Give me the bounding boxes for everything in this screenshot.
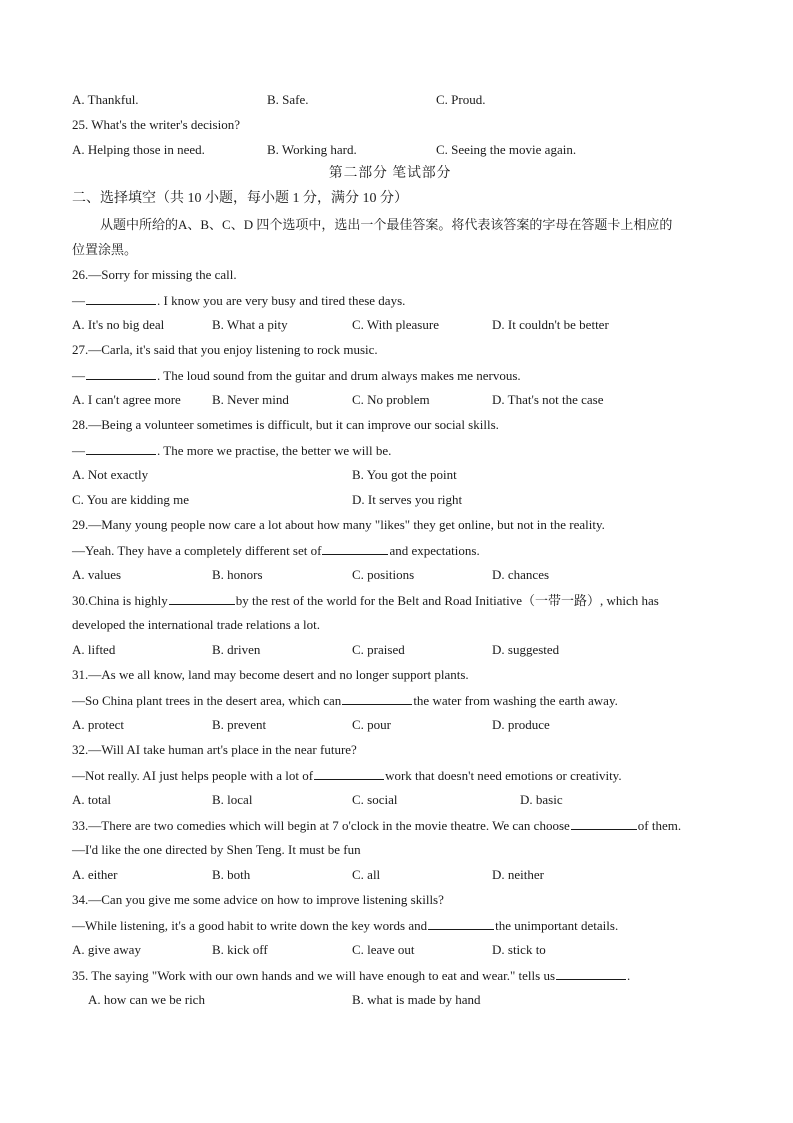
q32-option-a[interactable]: A. total (72, 792, 111, 807)
q28-line2 (72, 442, 391, 459)
q29-answer-blank[interactable] (322, 542, 388, 555)
q32-option-d[interactable]: D. basic (520, 792, 563, 807)
q28-option-d[interactable]: D. It serves you right (352, 492, 463, 507)
q28-option-b[interactable]: B. You got the point (352, 467, 457, 482)
q33-option-b[interactable]: B. both (212, 867, 251, 882)
q31-option-a[interactable]: A. protect (72, 717, 124, 732)
q35-answer-blank[interactable] (556, 967, 626, 980)
q30-line2: developed the international trade relations a lot. (72, 617, 320, 632)
q30-option-a[interactable]: A. lifted (72, 642, 116, 657)
q35-line1 (72, 967, 630, 984)
q30-answer-blank[interactable] (169, 592, 235, 605)
q28-option-c[interactable]: C. You are kidding me (72, 492, 189, 507)
q35-line1-lead: 35. The saying "Work with our own hands and we will have enough to eat and wear." tells us (72, 968, 556, 983)
q32-line2-lead: —Not really. AI just helps people with a lot of (72, 768, 314, 783)
q32-line2 (72, 767, 622, 784)
q25-stem: 25. What's the writer's decision? (72, 117, 240, 132)
q29-option-a[interactable]: A. values (72, 567, 122, 582)
q33-option-d[interactable]: D. neither (492, 867, 544, 882)
q34-option-a[interactable]: A. give away (72, 942, 141, 957)
q25-option-a[interactable]: A. Helping those in need. (72, 142, 205, 157)
q30-option-d[interactable]: D. suggested (492, 642, 560, 657)
q34-option-b[interactable]: B. kick off (212, 942, 268, 957)
q31-option-c[interactable]: C. pour (352, 717, 391, 732)
q33-option-c[interactable]: C. all (352, 867, 381, 882)
q31-option-d[interactable]: D. produce (492, 717, 550, 732)
q32-line2-text: work that doesn't need emotions or creativity. (385, 768, 622, 783)
q30-line1 (72, 592, 659, 609)
q32-line1: 32.—Will AI take human art's place in the near future? (72, 742, 357, 757)
q29-line1: 29.—Many young people now care a lot about how many "likes" they get online, but not in the reality. (72, 517, 605, 532)
q24-option-a[interactable]: A. Thankful. (72, 92, 139, 107)
section-heading: 二、选择填空（共 10 小题，每小题 1 分，满分 10 分） (72, 191, 408, 206)
q35-option-b[interactable]: B. what is made by hand (352, 992, 481, 1007)
instructions-line2: 位置涂黑。 (72, 242, 138, 257)
q27-option-b[interactable]: B. Never mind (212, 392, 289, 407)
q34-option-d[interactable]: D. stick to (492, 942, 546, 957)
q27-answer-blank[interactable] (86, 367, 156, 380)
q29-line2 (72, 542, 480, 559)
q26-option-d[interactable]: D. It couldn't be better (492, 317, 609, 332)
q27-dash: — (72, 368, 85, 383)
q29-line2-text: and expectations. (389, 543, 480, 558)
q27-option-d[interactable]: D. That's not the case (492, 392, 604, 407)
q28-option-a[interactable]: A. Not exactly (72, 467, 149, 482)
q34-line2 (72, 917, 618, 934)
instructions-line1: 从题中所给的A、B、C、D 四个选项中，选出一个最佳答案。将代表该答案的字母在答题卡上相应的 (100, 217, 673, 232)
q33-line2: —I'd like the one directed by Shen Teng. It must be fun (72, 842, 361, 857)
q30-option-b[interactable]: B. driven (212, 642, 261, 657)
q33-line1-text: of them. (637, 818, 682, 833)
q32-option-b[interactable]: B. local (212, 792, 253, 807)
q28-answer-blank[interactable] (86, 442, 156, 455)
q35-option-a[interactable]: A. how can we be rich (88, 992, 205, 1007)
q27-option-c[interactable]: C. No problem (352, 392, 430, 407)
q34-line2-text: the unimportant details. (495, 918, 619, 933)
q34-answer-blank[interactable] (428, 917, 494, 930)
q26-line2-text: . I know you are very busy and tired these days. (157, 293, 406, 308)
q28-line1: 28.—Being a volunteer sometimes is difficult, but it can improve our social skills. (72, 417, 499, 432)
q29-option-b[interactable]: B. honors (212, 567, 263, 582)
q26-dash: — (72, 293, 85, 308)
q31-line2-lead: —So China plant trees in the desert area, which can (72, 693, 342, 708)
q34-line1: 34.—Can you give me some advice on how to improve listening skills? (72, 892, 444, 907)
q26-answer-blank[interactable] (86, 292, 156, 305)
q35-line1-end: . (627, 968, 631, 983)
q27-line1: 27.—Carla, it's said that you enjoy listening to rock music. (72, 342, 378, 357)
q30-line1-text: by the rest of the world for the Belt and Road Initiative（一带一路）, which has (235, 593, 659, 608)
q33-line1 (72, 817, 681, 834)
q24-option-b[interactable]: B. Safe. (267, 92, 309, 107)
q30-option-c[interactable]: C. praised (352, 642, 405, 657)
q31-answer-blank[interactable] (342, 692, 412, 705)
q29-line2-lead: —Yeah. They have a completely different set of (72, 543, 322, 558)
q27-line2-text: . The loud sound from the guitar and drum always makes me nervous. (157, 368, 521, 383)
q30-line1-lead: 30.China is highly (72, 593, 168, 608)
q25-option-b[interactable]: B. Working hard. (267, 142, 357, 157)
q32-option-c[interactable]: C. social (352, 792, 398, 807)
q31-option-b[interactable]: B. prevent (212, 717, 267, 732)
q33-option-a[interactable]: A. either (72, 867, 118, 882)
q27-option-a[interactable]: A. I can't agree more (72, 392, 181, 407)
q29-option-c[interactable]: C. positions (352, 567, 415, 582)
q29-option-d[interactable]: D. chances (492, 567, 550, 582)
q24-option-c[interactable]: C. Proud. (436, 92, 486, 107)
q31-line2-text: the water from washing the earth away. (413, 693, 618, 708)
q26-line2 (72, 292, 405, 309)
q26-option-a[interactable]: A. It's no big deal (72, 317, 165, 332)
q34-line2-lead: —While listening, it's a good habit to write down the key words and (72, 918, 428, 933)
q31-line2 (72, 692, 618, 709)
q27-line2 (72, 367, 521, 384)
q31-line1: 31.—As we all know, land may become desert and no longer support plants. (72, 667, 469, 682)
q33-line1-lead: 33.—There are two comedies which will begin at 7 o'clock in the movie theatre. We can choose (72, 818, 570, 833)
q26-line1: 26.—Sorry for missing the call. (72, 267, 237, 282)
q33-answer-blank[interactable] (571, 817, 637, 830)
q28-dash: — (72, 443, 85, 458)
q34-option-c[interactable]: C. leave out (352, 942, 415, 957)
q25-option-c[interactable]: C. Seeing the movie again. (436, 142, 577, 157)
q28-line2-text: . The more we practise, the better we will be. (157, 443, 392, 458)
q32-answer-blank[interactable] (314, 767, 384, 780)
q26-option-b[interactable]: B. What a pity (212, 317, 288, 332)
part-title: 第二部分 笔试部分 (328, 166, 452, 181)
q26-option-c[interactable]: C. With pleasure (352, 317, 439, 332)
